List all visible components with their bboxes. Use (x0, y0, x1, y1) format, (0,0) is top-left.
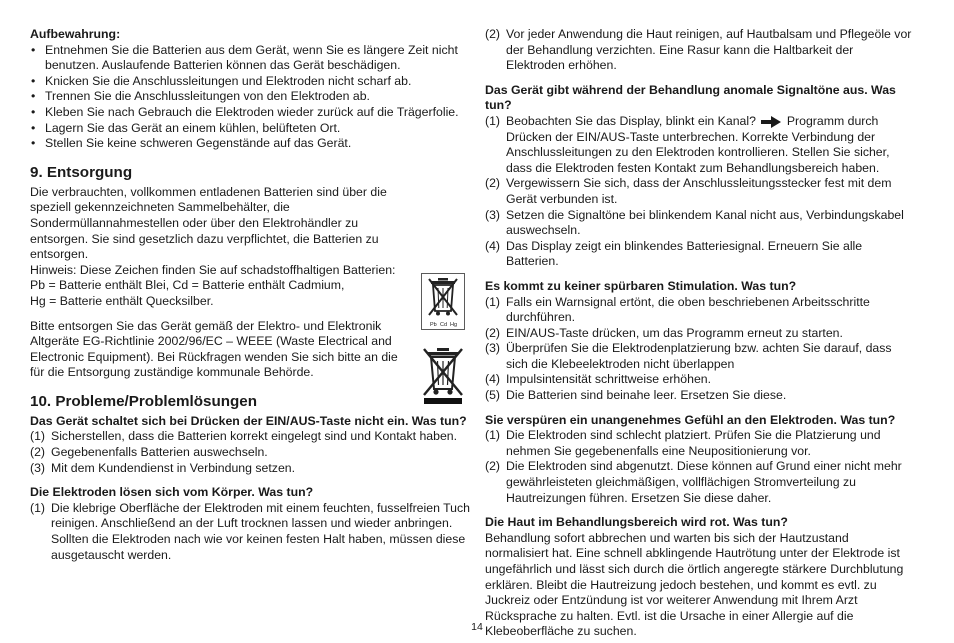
q3-list (485, 114, 913, 270)
q2-list (30, 501, 470, 563)
list-item (30, 445, 470, 461)
item-number: (1) (30, 500, 46, 515)
list-item: • Kleben Sie nach Gebrauch die Elektroden wieder zurück auf die Trägerfolie. (30, 105, 470, 121)
disposal-pb-cd: Pb = Batterie enthält Blei, Cd = Batterie enthält Cadmium, (30, 278, 345, 293)
list-item: • Trennen Sie die Anschlussleitungen von den Elektroden ab. (30, 89, 470, 105)
disposal-paragraph: Die verbrauchten, vollkommen entladenen Batterien sind über die speziell gekennzeichneten Sammelbehälter, die Sondermüllannahmestellen oder über den Elektrohändler zu entsorgen. Sie sind gesetzlich dazu verpflichtet, die Batterien zu entsorgen. (30, 184, 387, 262)
list-item (485, 428, 913, 459)
item-number: (2) (30, 445, 46, 460)
list-item: • Entnehmen Sie die Batterien aus dem Gerät, wenn Sie es längere Zeit nicht benutzen. Auslaufende Batterien können das Gerät beschädigen. (30, 43, 470, 74)
disposal-section (30, 185, 470, 381)
q4-list (485, 295, 913, 404)
item-text: Vor jeder Anwendung die Haut reinigen, auf Hautbalsam und Pflegeöle vor der Behandlung verzichten. Eine Rasur kann die Haltbarkeit der Elektroden erhöhen. (506, 27, 912, 73)
q1-list (30, 429, 470, 476)
item-number: (1) (485, 428, 501, 443)
disposal-heading: 9. Entsorgung (30, 163, 133, 181)
item-number: (4) (485, 372, 501, 387)
item-text: Die klebrige Oberfläche der Elektroden mit einem feuchten, fusselfreien Tuch reinigen. Anschließend an der Luft trocknen lassen und wieder anbringen. Sollten die Elektroden nach wie vor keinen festen Halt haben, müssen diese ausgetauscht werden. (51, 500, 470, 562)
list-item (485, 176, 913, 207)
item-text: EIN/AUS-Taste drücken, um das Programm erneut zu starten. (506, 325, 843, 340)
list-item: • Lagern Sie das Gerät an einem kühlen, belüfteten Ort. (30, 121, 470, 137)
item-text: Falls ein Warnsignal ertönt, die oben beschriebenen Arbeitsschritte durchführen. (506, 294, 870, 325)
item-text: Setzen die Signaltöne bei blinkendem Kanal nicht aus, Verbindungskabel auswechseln. (506, 207, 904, 238)
question-heading: Das Gerät schaltet sich bei Drücken der EIN/AUS-Taste nicht ein. Was tun? (30, 413, 467, 428)
item-number: (2) (485, 176, 501, 191)
item-number: (2) (485, 459, 501, 474)
storage-list (30, 43, 470, 152)
right-column (485, 27, 913, 640)
crossed-out-bin-battery-icon (421, 273, 465, 330)
list-item (30, 461, 470, 477)
weee-paragraph: Bitte entsorgen Sie das Gerät gemäß der Elektro- und Elektronik Altgeräte EG-Richtlinie 2002/96/EC – WEEE (Waste Electrical and Electronic Equipment). Bei Rückfragen wenden Sie sich bitte an die für die Entsorgung zuständige kommunale Behörde. (30, 318, 398, 380)
list-item (485, 341, 913, 372)
crossed-out-wheelie-bin-icon (421, 345, 465, 405)
list-item (485, 27, 913, 74)
item-number: (3) (30, 460, 46, 475)
item-text: Das Display zeigt ein blinkendes Batteriesignal. Erneuern Sie alle Batterien. (506, 238, 863, 269)
list-item (485, 326, 913, 342)
list-item (485, 372, 913, 388)
item-text: Die Batterien sind beinahe leer. Ersetzen Sie diese. (506, 388, 787, 403)
item-number: (2) (485, 325, 501, 340)
question-heading: Sie verspüren ein unangenehmes Gefühl an den Elektroden. Was tun? (485, 412, 896, 427)
list-item (30, 501, 470, 563)
symbol-hg: Hg (450, 322, 458, 328)
list-item (485, 459, 913, 506)
item-text (506, 114, 913, 176)
list-item (30, 429, 470, 445)
q2-list-continued (485, 27, 913, 74)
question-heading: Die Haut im Behandlungsbereich wird rot. Was tun? (485, 515, 788, 530)
item-text: Die Elektroden sind abgenutzt. Diese können auf Grund einer nicht mehr gewährleisteten gleichmäßigen, vollflächigen Stromverteilung zu Hautreizungen führen. Ersetzen Sie diese daher. (506, 459, 902, 505)
item-number: (3) (485, 207, 501, 222)
right-arrow-icon (761, 116, 781, 128)
item-number: (5) (485, 388, 501, 403)
page-number: 14 (471, 621, 483, 633)
item-text: Impulsintensität schrittweise erhöhen. (506, 372, 712, 387)
item-text: Vergewissern Sie sich, dass der Anschlussleitungsstecker fest mit dem Gerät verbunden ist. (506, 176, 892, 206)
item-number: (1) (485, 113, 501, 128)
list-item (485, 239, 913, 270)
item-number: (2) (485, 27, 501, 41)
disposal-hg: Hg = Batterie enthält Quecksilber. (30, 293, 214, 308)
item-text: Überprüfen Sie die Elektrodenplatzierung bzw. achten Sie darauf, dass sich die Klebeelektroden nicht überlappen (506, 341, 892, 371)
list-item (485, 114, 913, 176)
symbol-cd: Cd (440, 322, 448, 328)
item-text: Sicherstellen, dass die Batterien korrekt eingelegt sind und Kontakt haben. (51, 429, 458, 444)
redness-paragraph: Behandlung sofort abbrechen und warten bis sich der Hautzustand normalisiert hat. Eine schnell abklingende Hautrötung unter der Elektrode ist ungefährlich und lässt sich durch die örtlich angeregte stärkere Durchblutung erklären. Bleibt die Hautreizung jedoch bestehen, und kommt es evtl. zu Juckreiz oder Entzündung ist vor weiterer Anwendung mit Ihrem Arzt Rücksprache zu halten. Evtl. ist die Ursache in einer Allergie auf die Klebeoberfläche zu suchen. (485, 530, 904, 639)
list-item (485, 208, 913, 239)
item-number: (1) (30, 429, 46, 444)
symbol-pb: Pb (430, 322, 437, 328)
list-item (485, 388, 913, 404)
problems-heading: 10. Probleme/Problemlösungen (30, 392, 258, 410)
q5-list (485, 428, 913, 506)
question-heading: Das Gerät gibt während der Behandlung anomale Signaltöne aus. Was tun? (485, 82, 896, 113)
question-heading: Es kommt zu keiner spürbaren Stimulation. Was tun? (485, 278, 797, 293)
storage-heading: Aufbewahrung: (30, 27, 121, 41)
item-text: Mit dem Kundendienst in Verbindung setzen. (51, 460, 296, 475)
disposal-hint: Hinweis: Diese Zeichen finden Sie auf schadstoffhaltigen Batterien: (30, 262, 396, 277)
item-text: Gegebenenfalls Batterien auswechseln. (51, 445, 268, 460)
item-text-part: Programm durch Drücken der EIN/AUS-Taste unterbrechen. Korrekte Verbindung der Anschlussleitungen zu den Elektroden kontrollieren. Stellen Sie sicher, dass die Elektroden festen Kontakt zum Behandlungsbereich haben. (506, 113, 890, 175)
question-heading: Die Elektroden lösen sich vom Körper. Was tun? (30, 485, 314, 500)
list-item: • Knicken Sie die Anschlussleitungen und Elektroden nicht scharf ab. (30, 74, 470, 90)
item-number: (3) (485, 341, 501, 356)
left-column (30, 27, 470, 563)
list-item (485, 295, 913, 326)
item-number: (4) (485, 238, 501, 253)
item-number: (1) (485, 294, 501, 309)
item-text: Die Elektroden sind schlecht platziert. Prüfen Sie die Platzierung und nehmen Sie gegebenenfalls eine Neupositionierung vor. (506, 428, 881, 458)
list-item: • Stellen Sie keine schweren Gegenstände auf das Gerät. (30, 136, 470, 152)
item-text-part: Beobachten Sie das Display, blinkt ein Kanal? (506, 113, 756, 128)
